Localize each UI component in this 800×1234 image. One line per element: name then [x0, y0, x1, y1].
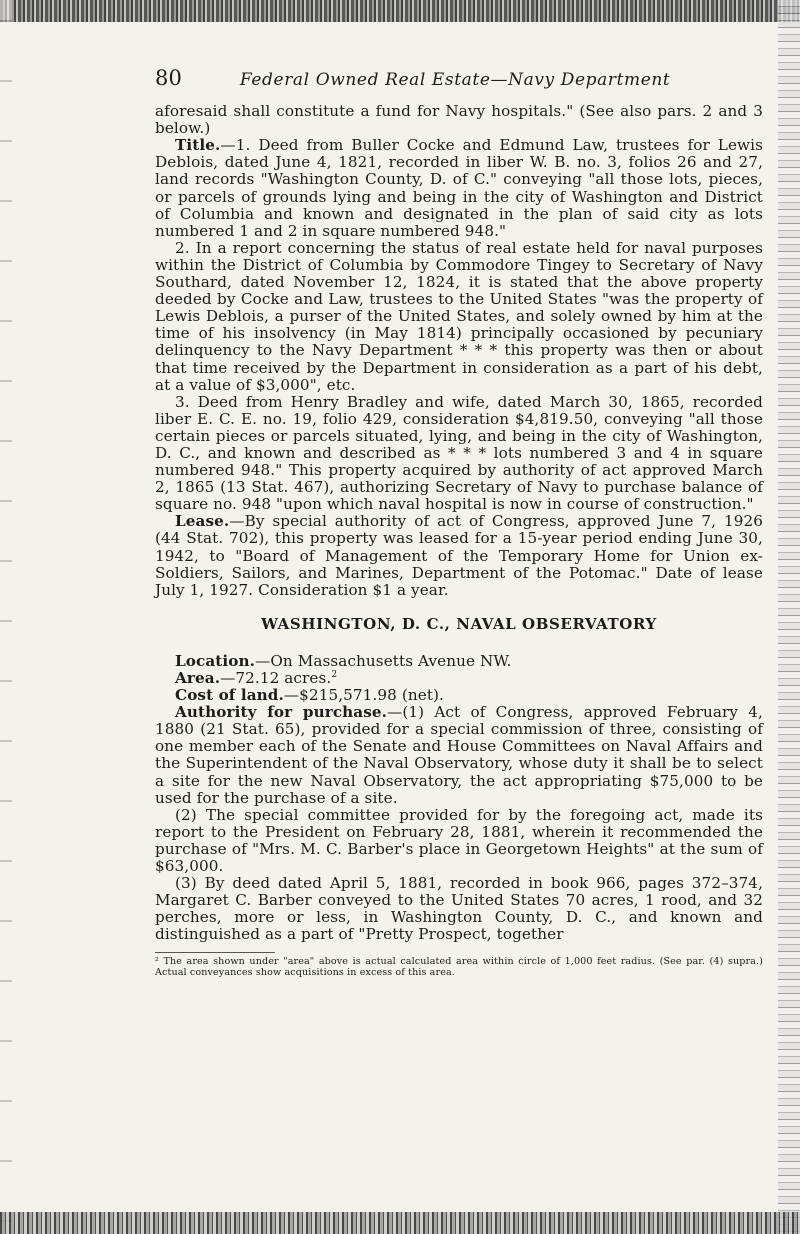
cost-line: [155, 687, 763, 704]
title-label: Title.: [175, 136, 221, 155]
paragraph-deed-bradley: 3. Deed from Henry Bradley and wife, dated March 30, 1865, recorded liber E. C. E. no. 19, folio 429, consideration $4,819.50, conveying "all those certain pieces or parcels situated, lying, and being in the city of Washington, D. C., and known and described as * * * lots numbered 3 and 4 in square numbered 948." This property acquired by authority of act approved March 2, 1865 (13 Stat. 467), authorizing Secretary of Navy to purchase balance of square no. 948 "upon which naval hospital is now in course of construction.": [155, 392, 763, 514]
cost-text: —$215,571.98 (net).: [283, 686, 444, 705]
section-heading: WASHINGTON, D. C., NAVAL OBSERVATORY: [261, 614, 657, 633]
scan-edge-left: [0, 0, 12, 1234]
committee-paragraph: (2) The special committee provided for by the foregoing act, made its report to the President on February 28, 1881, wherein it recommended the purchase of "Mrs. M. C. Barber's place in Georgetown Heights" at the sum of $63,000.: [155, 805, 763, 876]
area-text: —72.12 acres.: [220, 669, 332, 687]
location-label: Location.: [175, 651, 256, 670]
running-head: Federal Owned Real Estate—Navy Department: [239, 70, 671, 90]
area-label: Area.: [175, 669, 221, 687]
scan-edge-right: [778, 0, 800, 1234]
footnote: ² The area shown under "area" above is actual calculated area within circle of 1,000 feet radius. (See par. (4) supra.) Actual conveyances show acquisitions in excess of this area.: [155, 955, 763, 978]
lease-label: Lease.: [175, 512, 230, 531]
page-header: [155, 66, 763, 90]
cost-label: Cost of land.: [175, 686, 284, 705]
paragraph-lease: [155, 513, 763, 598]
authority-text: —(1) Act of Congress, approved February 4, 1880 (21 Stat. 65), provided for a special commission of three, consisting of one member each of the Senate and House Committees on Naval Affairs and the Superintendent of the Naval Observatory, whose duty it shall be to select a site for the new Naval Observatory, the act appropriating $75,000 to be used for the purchase of a site.: [155, 703, 763, 807]
document-page: [155, 66, 763, 978]
scan-edge-top: [0, 0, 800, 22]
footnote-divider: [155, 952, 275, 953]
authority-paragraph: [155, 704, 763, 807]
paragraph-title: [155, 137, 763, 240]
page-number: 80: [155, 66, 182, 90]
lease-text: —By special authority of act of Congress, approved June 7, 1926 (44 Stat. 702), this property was leased for a 15-year period ending June 30, 1942, to "Board of Management of the Temporary Home for Union ex-Soldiers, Sailors, and Marines, Department of the Potomac." Date of lease July 1, 1927. Consideration $1 a year.: [155, 512, 763, 599]
deed-barber-paragraph: (3) By deed dated April 5, 1881, recorded in book 966, pages 372–374, Margaret C. Barber conveyed to the United States 70 acres, 1 rood, and 32 perches, more or less, in Washington County, D. C., and known and distinguished as a part of "Pretty Prospect, together: [155, 874, 763, 944]
area-line: [155, 670, 763, 687]
location-line: [155, 653, 763, 670]
scan-edge-bottom: [0, 1212, 800, 1234]
paragraph-report: 2. In a report concerning the status of real estate held for naval purposes within the District of Columbia by Commodore Tingey to Secretary of Navy Southard, dated November 12, 1824, it is stated that the above property deeded by Cocke and Law, trustees to the United States "was the property of Lewis Deblois, a purser of the United States, and solely owned by him at the time of his insolvency (in May 1814) principally occasioned by pecuniary delinquency to the Navy Department * * * this property was then or about that time received by the Department in consideration as a part of his debt, at a value of $3,000", etc.: [155, 238, 763, 394]
footnote-marker: 2: [331, 669, 338, 680]
authority-label: Authority for purchase.: [175, 703, 388, 722]
title-text: —1. Deed from Buller Cocke and Edmund Law, trustees for Lewis Deblois, dated June 4, 1821, recorded in liber W. B. no. 3, folios 26 and 27, land records "Washington County, D. of C." conveying "all those lots, pieces, or parcels of grounds lying and being in the city of Washington and District of Columbia and known and designated in the plan of said city as lots numbered 1 and 2 in square numbered 948.": [155, 136, 763, 240]
location-text: —On Massachusetts Avenue NW.: [255, 651, 512, 670]
paragraph-continuation: aforesaid shall constitute a fund for Navy hospitals." (See also pars. 2 and 3 below.): [155, 102, 763, 138]
